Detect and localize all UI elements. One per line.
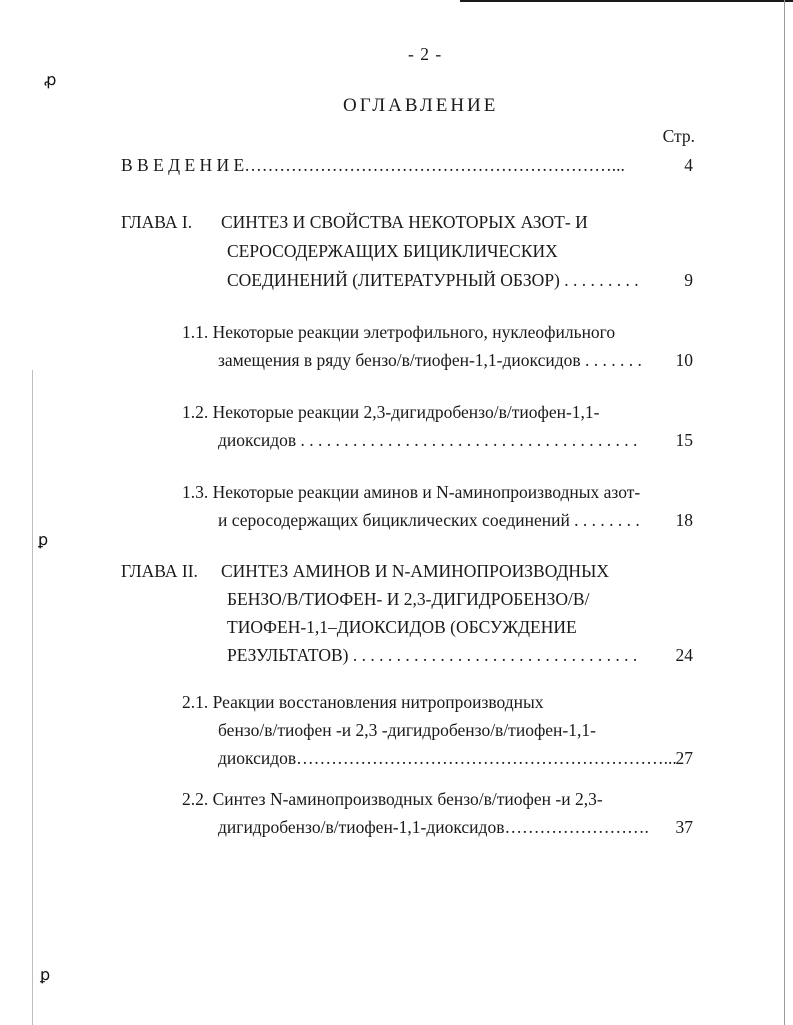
section-1-3-line: и серосодержащих бициклических соединений . . . . . . . .: [218, 510, 640, 530]
section-2-1-line: бензо/в/тиофен -и 2,3 -дигидробензо/в/тиофен-1,1-: [218, 720, 596, 740]
chapter-2-title-line: СИНТЕЗ АМИНОВ И N-АМИНОПРОИЗВОДНЫХ: [221, 561, 609, 581]
scan-border-right: [784, 0, 785, 1025]
toc-intro-page: 4: [684, 155, 693, 175]
toc-intro-line: В В Е Д Е Н И Е………………………………………………………...: [121, 155, 625, 175]
chapter-1-page: 9: [684, 270, 693, 290]
scan-speck-icon: ꝑ: [40, 967, 51, 984]
section-1-1-line: замещения в ряду бензо/в/тиофен-1,1-диоксидов . . . . . . .: [218, 350, 642, 370]
section-1-1-line: 1.1. Некоторые реакции элетрофильного, нуклеофильного: [182, 322, 616, 342]
scan-speck-icon: ꝓ: [44, 72, 57, 89]
section-2-1-line: диоксидов………………………………………………………...: [218, 748, 677, 768]
page-number: - 2 -: [408, 44, 443, 64]
section-1-3-page: 18: [675, 510, 693, 530]
chapter-2-title-line: ТИОФЕН-1,1–ДИОКСИДОВ (ОБСУЖДЕНИЕ: [227, 617, 577, 637]
chapter-2-title-line: БЕНЗО/В/ТИОФЕН- И 2,3-ДИГИДРОБЕНЗО/В/: [227, 589, 590, 609]
section-1-2-page: 15: [675, 430, 693, 450]
scan-border-top: [460, 0, 793, 2]
chapter-2-page: 24: [675, 645, 693, 665]
section-2-2-page: 37: [675, 817, 693, 837]
section-1-2-line: диоксидов . . . . . . . . . . . . . . . . . . . . . . . . . . . . . . . . . . . . . . .: [218, 430, 638, 450]
section-2-1-line: 2.1. Реакции восстановления нитропроизводных: [182, 692, 544, 712]
scan-border-left: [32, 370, 33, 1025]
section-2-2-line: дигидробензо/в/тиофен-1,1-диоксидов…………………….: [218, 817, 649, 837]
chapter-1-title-line: СЕРОСОДЕРЖАЩИХ БИЦИКЛИЧЕСКИХ: [227, 241, 558, 261]
chapter-1-label: ГЛАВА I.: [121, 212, 193, 232]
toc-title: ОГЛАВЛЕНИЕ: [343, 95, 499, 116]
chapter-2-title-line: РЕЗУЛЬТАТОВ) . . . . . . . . . . . . . . . . . . . . . . . . . . . . . . . . .: [227, 645, 638, 665]
section-2-1-page: 27: [675, 748, 693, 768]
section-1-1-page: 10: [675, 350, 693, 370]
section-1-2-line: 1.2. Некоторые реакции 2,3-дигидробензо/в/тиофен-1,1-: [182, 402, 600, 422]
section-1-3-line: 1.3. Некоторые реакции аминов и N-аминопроизводных азот-: [182, 482, 641, 502]
section-2-2-line: 2.2. Синтез N-аминопроизводных бензо/в/тиофен -и 2,3-: [182, 789, 603, 809]
scan-speck-icon: ꝑ: [38, 532, 49, 549]
chapter-1-title-line: СИНТЕЗ И СВОЙСТВА НЕКОТОРЫХ АЗОТ- И: [221, 212, 588, 232]
chapter-1-title-line: СОЕДИНЕНИЙ (ЛИТЕРАТУРНЫЙ ОБЗОР) . . . . . . . . .: [227, 270, 639, 290]
page-column-label: Стр.: [662, 126, 695, 146]
chapter-2-label: ГЛАВА II.: [121, 561, 198, 581]
